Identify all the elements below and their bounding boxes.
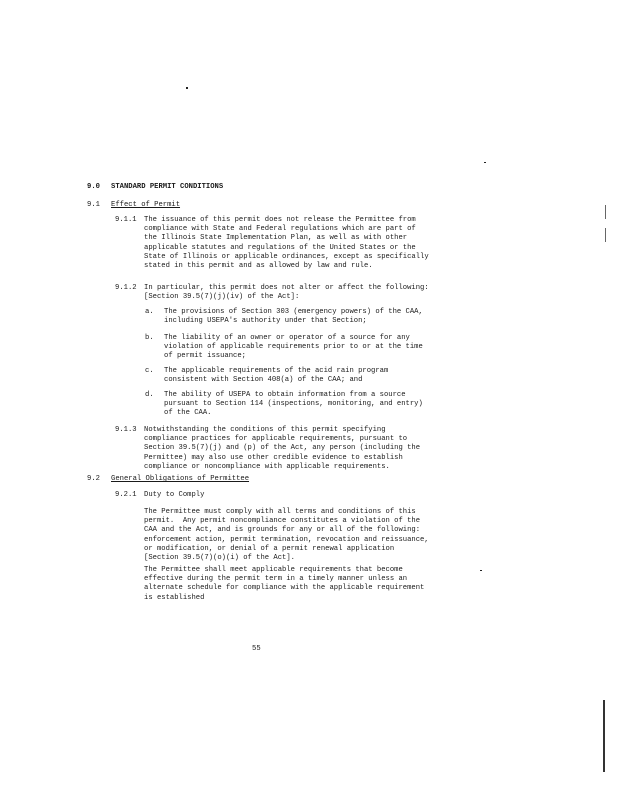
scan-margin-line xyxy=(603,700,605,772)
paragraph-text: Notwithstanding the conditions of this permit specifying compliance practices for applicable requirements, pursuant to Section 39.5(7)(j) and (p) of the Act, any person (including the Permittee) may also use other credible evidence to establish compliance or noncompliance with applicable requirements. xyxy=(144,426,425,471)
list-item-text: The ability of USEPA to obtain information from a source pursuant to Section 114 (inspections, monitoring, and entry) of the CAA. xyxy=(164,391,428,418)
page-number: 55 xyxy=(252,645,261,653)
paragraph-title: Duty to Comply xyxy=(144,491,205,499)
section-title: STANDARD PERMIT CONDITIONS xyxy=(111,183,224,191)
list-item-label: a. xyxy=(145,308,154,316)
subsection-title: General Obligations of Permittee xyxy=(111,475,250,483)
section-number: 9.0 xyxy=(87,183,100,191)
list-item-label: b. xyxy=(145,334,154,342)
subsection-number: 9.2 xyxy=(87,475,100,483)
paragraph-text: The Permittee must comply with all terms and conditions of this permit. Any permit noncompliance constitutes a violation of the CAA and the Act, and is grounds for any or all of the following: enforcement action, permit termination, revocation and reissuance, or modification, or denial of a permit renewal application [Section 39.5(7)(o)(i) of the Act]. xyxy=(144,508,433,563)
paragraph-text: In particular, this permit does not alter or affect the following: [Section 39.5(7)(j)(iv) of the Act]: xyxy=(144,284,433,302)
scan-speck xyxy=(484,162,486,163)
list-item-label: d. xyxy=(145,391,154,399)
paragraph-number: 9.1.1 xyxy=(115,216,137,224)
list-item-text: The liability of an owner or operator of a source for any violation of applicable requirements prior to or at the time of permit issuance; xyxy=(164,334,428,361)
list-item-text: The applicable requirements of the acid rain program consistent with Section 408(a) of the CAA; and xyxy=(164,367,393,385)
scan-speck xyxy=(605,205,606,219)
paragraph-number: 9.1.2 xyxy=(115,284,137,292)
list-item-label: c. xyxy=(145,367,154,375)
paragraph-number: 9.2.1 xyxy=(115,491,137,499)
scan-speck xyxy=(186,87,188,89)
subsection-number: 9.1 xyxy=(87,201,100,209)
subsection-title: Effect of Permit xyxy=(111,201,181,209)
paragraph-number: 9.1.3 xyxy=(115,426,137,434)
paragraph-text: The issuance of this permit does not release the Permittee from compliance with State and Federal regulations which are part of the Illinois State Implementation Plan, as well as with other applicable statutes and regulations of the United States or the State of Illinois or applicable ordinances, except as specifically stated in this permit and as allowed by law and rule. xyxy=(144,216,433,271)
scan-speck xyxy=(480,570,482,571)
scan-speck xyxy=(605,228,606,242)
list-item-text: The provisions of Section 303 (emergency powers) of the CAA, including USEPA's authority under that Section; xyxy=(164,308,428,326)
paragraph-text: The Permittee shall meet applicable requirements that become effective during the permit term in a timely manner unless an alternate schedule for compliance with the applicable requirement is established xyxy=(144,566,429,602)
